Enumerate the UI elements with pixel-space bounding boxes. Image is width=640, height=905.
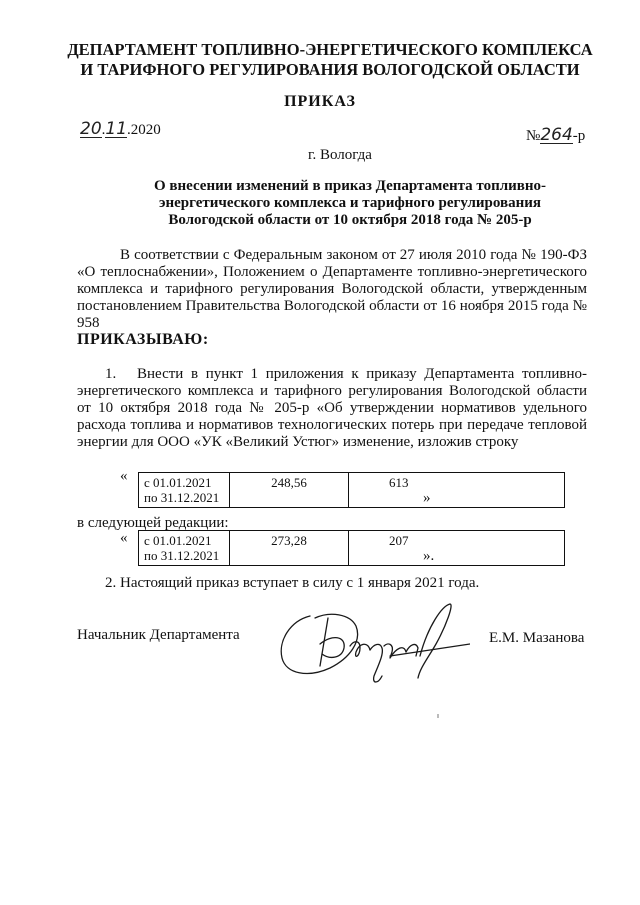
date-year: 2020 [130, 122, 161, 138]
number-prefix: № [526, 128, 541, 144]
table-old-open-quote: « [120, 468, 128, 484]
table-new-row [138, 530, 565, 566]
next-edition-label: в следующей редакции: [77, 515, 229, 531]
value-2-cell: 207 [349, 531, 565, 566]
table-row [139, 531, 565, 566]
table-old-close-quote: » [423, 490, 431, 506]
preamble-paragraph: В соответствии с Федеральным законом от 27 июля 2010 года № 190-ФЗ «О теплоснабжении», Положением о Департаменте топливно-энергетического комплекса и тарифного регулирования Вологодской области, утвержденным постановлением Правительства Вологодской области от 16 ноября 2015 года № 958 [77, 247, 587, 331]
number-value: 264 [540, 125, 573, 145]
table-new-close-quote: ». [423, 548, 435, 564]
order-title: ПРИКАЗ [284, 93, 356, 110]
value-1-cell: 248,56 [230, 473, 349, 508]
handwritten-signature [270, 596, 470, 726]
period-from: с 01.01.2021 [144, 533, 212, 548]
period-to: по 31.12.2021 [144, 548, 220, 563]
order-number [526, 125, 586, 145]
header-line-2: И ТАРИФНОГО РЕГУЛИРОВАНИЯ ВОЛОГОДСКОЙ ОБЛАСТИ [80, 60, 580, 79]
number-suffix: -р [572, 128, 586, 144]
table-new-open-quote: « [120, 530, 128, 546]
date-month: 11 [105, 119, 128, 139]
period-from: с 01.01.2021 [144, 475, 212, 490]
city: г. Вологда [308, 147, 372, 163]
value-2-cell: 613 [349, 473, 565, 508]
signatory-name: Е.М. Мазанова [489, 630, 585, 646]
order-subject: О внесении изменений в приказ Департамента топливно-энергетического комплекса и тарифного регулирования Вологодской области от 10 октября 2018 года № 205-р [153, 178, 547, 228]
date-sep-1: . [101, 122, 106, 138]
period-cell [139, 531, 230, 566]
order-date [80, 119, 161, 139]
date-sep-2: . [127, 122, 131, 138]
period-cell [139, 473, 230, 508]
header-line-1: ДЕПАРТАМЕНТ ТОПЛИВНО-ЭНЕРГЕТИЧЕСКОГО КОМПЛЕКСА [67, 40, 593, 59]
period-to: по 31.12.2021 [144, 490, 220, 505]
orders-word: ПРИКАЗЫВАЮ: [77, 331, 209, 348]
signatory-title: Начальник Департамента [77, 627, 240, 643]
table-row [139, 473, 565, 508]
item-1-text: Внести в пункт 1 приложения к приказу Департамента топливно-энергетического комплекса и тарифного регулирования Вологодской области от 10 октября 2018 года № 205-р «Об утверждении нормативов удельного расхода топлива и нормативов технологических потерь при передаче тепловой энергии для ООО «УК «Великий Устюг» изменение, изложив строку [77, 366, 587, 450]
item-1-paragraph [77, 366, 587, 451]
document-header [60, 40, 600, 80]
item-2-paragraph: 2. Настоящий приказ вступает в силу с 1 января 2021 года. [105, 575, 480, 591]
value-1-cell: 273,28 [230, 531, 349, 566]
date-day: 20 [80, 119, 102, 139]
item-1-number: 1. [105, 366, 117, 382]
table-old-row [138, 472, 565, 508]
